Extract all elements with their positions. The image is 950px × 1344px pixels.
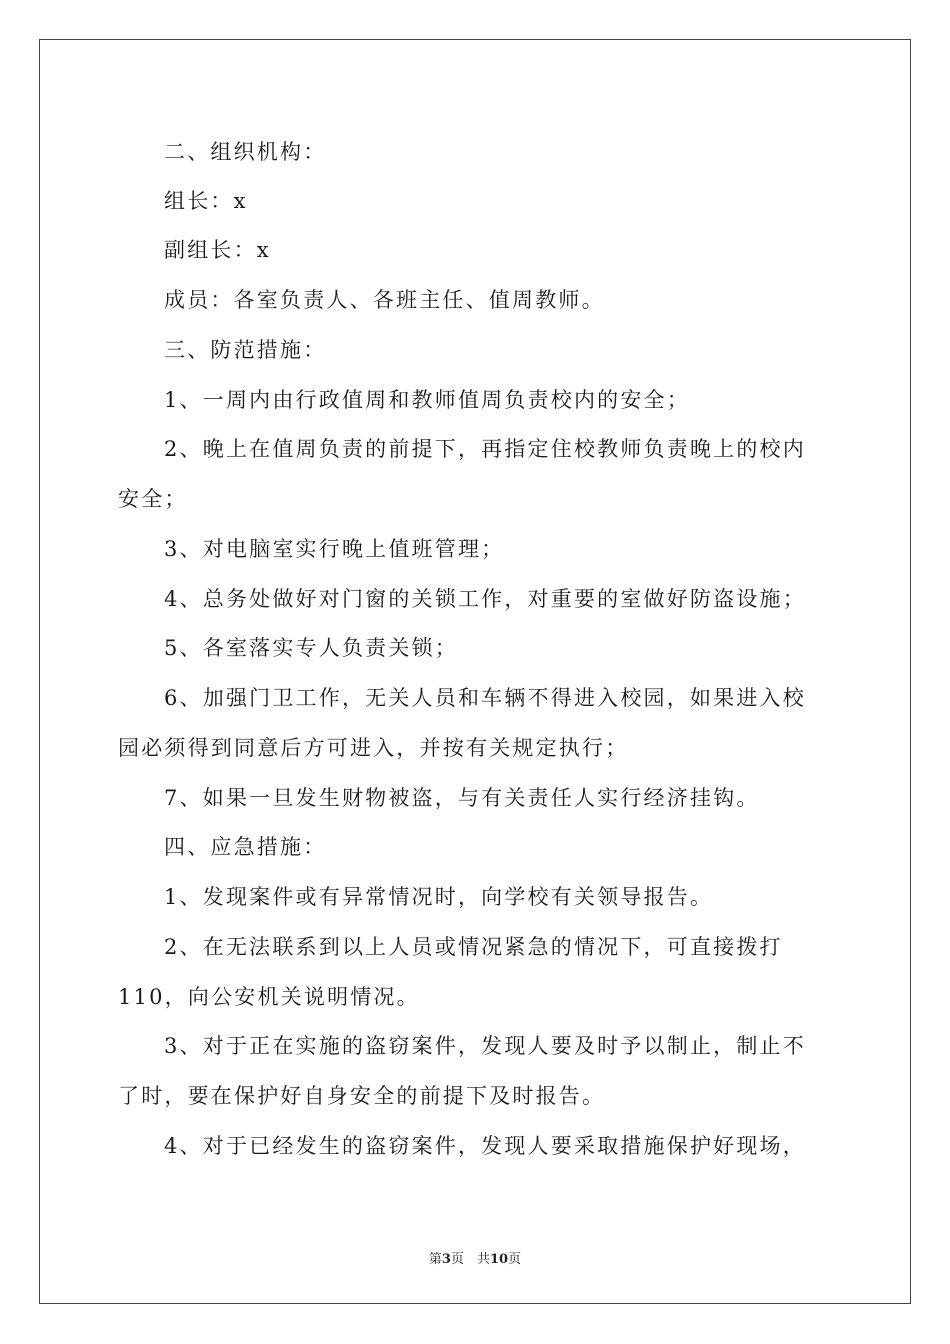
paragraph-line: 6、加强门卫工作，无关人员和车辆不得进入校园，如果进入校	[164, 686, 806, 710]
paragraph-line: 园必须得到同意后方可进入，并按有关规定执行；	[118, 736, 629, 760]
paragraph-line: 组长：x	[164, 189, 248, 213]
section-heading: 二、组织机构：	[164, 140, 327, 164]
footer-suffix: 页	[508, 1252, 522, 1267]
paragraph-line: 2、晚上在值周负责的前提下，再指定住校教师负责晚上的校内	[164, 437, 806, 461]
paragraph-line: 了时，要在保护好自身安全的前提下及时报告。	[118, 1084, 606, 1108]
page-border	[39, 39, 911, 1304]
paragraph-line: 4、对于已经发生的盗窃案件，发现人要采取措施保护好现场，	[164, 1134, 806, 1158]
section-heading: 四、应急措施：	[164, 835, 327, 859]
paragraph-line: 3、对于正在实施的盗窃案件，发现人要及时予以制止，制止不	[164, 1034, 806, 1058]
paragraph-line: 7、如果一旦发生财物被盗，与有关责任人实行经济挂钩。	[164, 786, 760, 810]
paragraph-line: 成员：各室负责人、各班主任、值周教师。	[164, 288, 605, 312]
page-footer	[0, 1248, 950, 1267]
total-page-number: 10	[489, 1252, 509, 1267]
paragraph-line: 副组长：x	[164, 238, 271, 262]
paragraph-line: 1、发现案件或有异常情况时，向学校有关领导报告。	[164, 885, 714, 909]
footer-prefix: 第	[428, 1252, 442, 1267]
paragraph-line: 安全；	[118, 487, 188, 511]
paragraph-line: 3、对电脑室实行晚上值班管理；	[164, 537, 505, 561]
section-heading: 三、防范措施：	[164, 338, 327, 362]
paragraph-line: 4、总务处做好对门窗的关锁工作，对重要的室做好防盗设施；	[164, 587, 806, 611]
paragraph-line: 2、在无法联系到以上人员或情况紧急的情况下，可直接拨打	[164, 935, 783, 959]
paragraph-line: 110，向公安机关说明情况。	[118, 985, 420, 1009]
current-page-number: 3	[441, 1252, 451, 1267]
paragraph-line: 5、各室落实专人负责关锁；	[164, 636, 458, 660]
paragraph-line: 1、一周内由行政值周和教师值周负责校内的安全；	[164, 388, 690, 412]
footer-mid: 页 共	[450, 1252, 490, 1267]
